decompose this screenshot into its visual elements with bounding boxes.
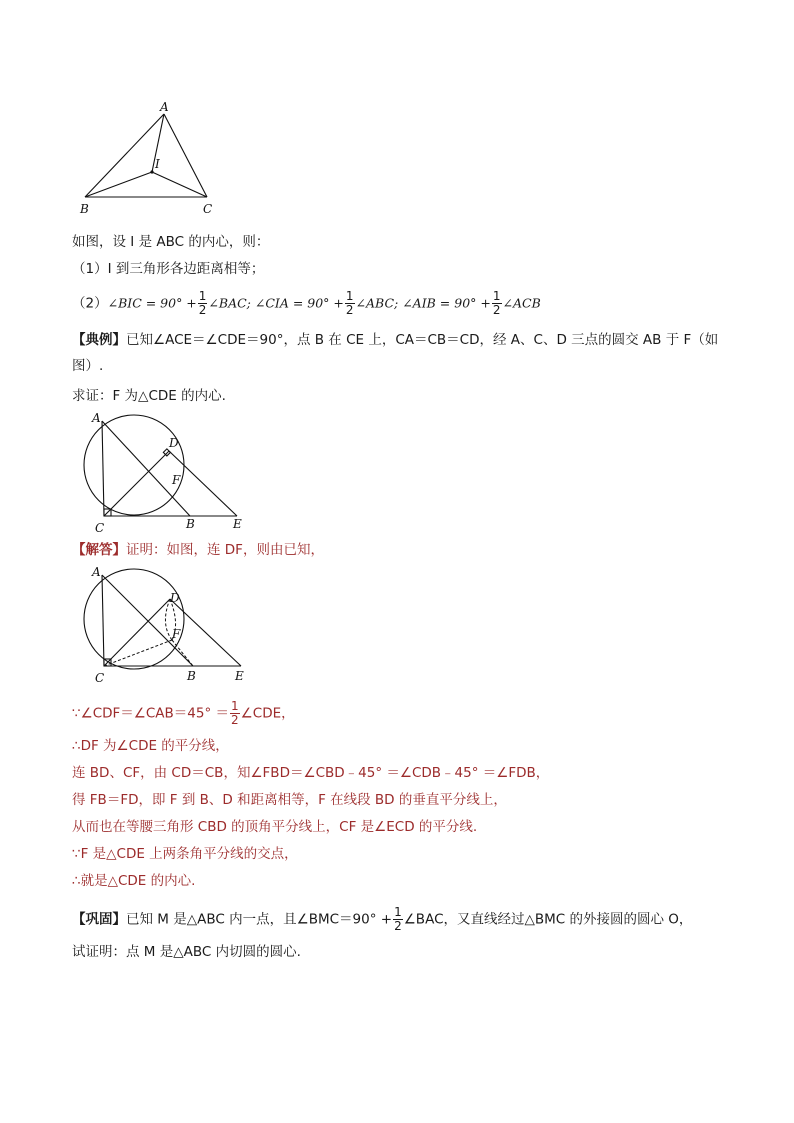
exercise-tag: 【巩固】: [72, 911, 126, 928]
figure-triangle-incenter: [70, 96, 230, 222]
example-text2: 图）.: [72, 358, 104, 374]
solution-line3: 连 BD、CF，由 CD＝CB，知∠FBD＝∠CBD﹣45° ＝∠CDB﹣45° ＝∠FDB，: [72, 765, 550, 781]
formula-bic: ∠BIC = 90° +: [107, 295, 197, 311]
figure-circle-triangle-dashed: [68, 562, 258, 688]
example-tag: 【典例】: [72, 332, 126, 348]
intro-line3-prefix: （2）: [72, 295, 108, 312]
label-C: C: [95, 521, 105, 534]
label-I: I: [155, 157, 160, 171]
label-A: A: [160, 100, 169, 114]
fraction-half: $\frac{1}{2}$: [231, 699, 239, 727]
label-D: D: [169, 436, 179, 450]
label-E: E: [233, 517, 242, 531]
solution-l1a: ∵∠CDF＝∠CAB＝45° ＝: [72, 705, 230, 722]
fraction-half: $\frac{1}{2}$: [394, 905, 402, 933]
label-F: F: [172, 627, 181, 641]
label-F: F: [172, 473, 181, 487]
intro-line1: 如图，设 I 是 ABC 的内心，则：: [72, 234, 270, 250]
figure-circle-triangle: [68, 408, 258, 534]
solution-line6: ∵F 是△CDE 上两条角平分线的交点，: [72, 846, 298, 862]
formula-acb: ∠ACB: [502, 295, 541, 311]
intro-line3: [72, 290, 541, 317]
solution-head-line: [72, 540, 324, 560]
label-A: A: [92, 565, 101, 579]
exercise-text1b: ∠BAC，又直线经过△BMC 的外接圆的圆心 O，: [403, 911, 693, 928]
label-A: A: [92, 411, 101, 425]
fraction-half: $\frac{1}{2}$: [198, 289, 207, 317]
label-C: C: [95, 671, 105, 685]
label-E: E: [235, 669, 244, 683]
intro-line2: （1）I 到三角形各边距离相等；: [72, 261, 265, 277]
exercise-text1a: 已知 M 是△ABC 内一点，且∠BMC＝90° +: [126, 911, 393, 928]
example-line1: [72, 330, 718, 350]
exercise-line1: [72, 906, 692, 933]
solution-line1: [72, 700, 295, 727]
solution-line2: ∴DF 为∠CDE 的平分线，: [72, 738, 229, 754]
fraction-half: $\frac{1}{2}$: [345, 289, 354, 317]
solution-l1b: ∠CDE，: [240, 705, 295, 722]
label-B: B: [187, 669, 196, 683]
solution-tag: 【解答】: [72, 542, 126, 558]
label-D: D: [170, 591, 180, 605]
fraction-half: $\frac{1}{2}$: [492, 289, 501, 317]
solution-head: 证明：如图，连 DF，则由已知，: [126, 542, 324, 558]
solution-line4: 得 FB＝FD，即 F 到 B、D 和距离相等，F 在线段 BD 的垂直平分线上，: [72, 792, 507, 808]
formula-cia: ∠BAC; ∠CIA = 90° +: [208, 295, 344, 311]
formula-aib: ∠ABC; ∠AIB = 90° +: [355, 295, 491, 311]
exercise-line2: 试证明：点 M 是△ABC 内切圆的圆心.: [72, 944, 301, 960]
label-B: B: [186, 517, 195, 531]
solution-line7: ∴就是△CDE 的内心.: [72, 873, 196, 889]
example-prove: 求证：F 为△CDE 的内心.: [72, 388, 226, 404]
label-C: C: [203, 202, 213, 216]
solution-line5: 从而也在等腰三角形 CBD 的顶角平分线上，CF 是∠ECD 的平分线.: [72, 819, 478, 835]
label-B: B: [80, 202, 89, 216]
example-text1: 已知∠ACE＝∠CDE＝90°，点 B 在 CE 上，CA＝CB＝CD，经 A、C、D 三点的圆交 AB 于 F（如: [126, 332, 719, 348]
